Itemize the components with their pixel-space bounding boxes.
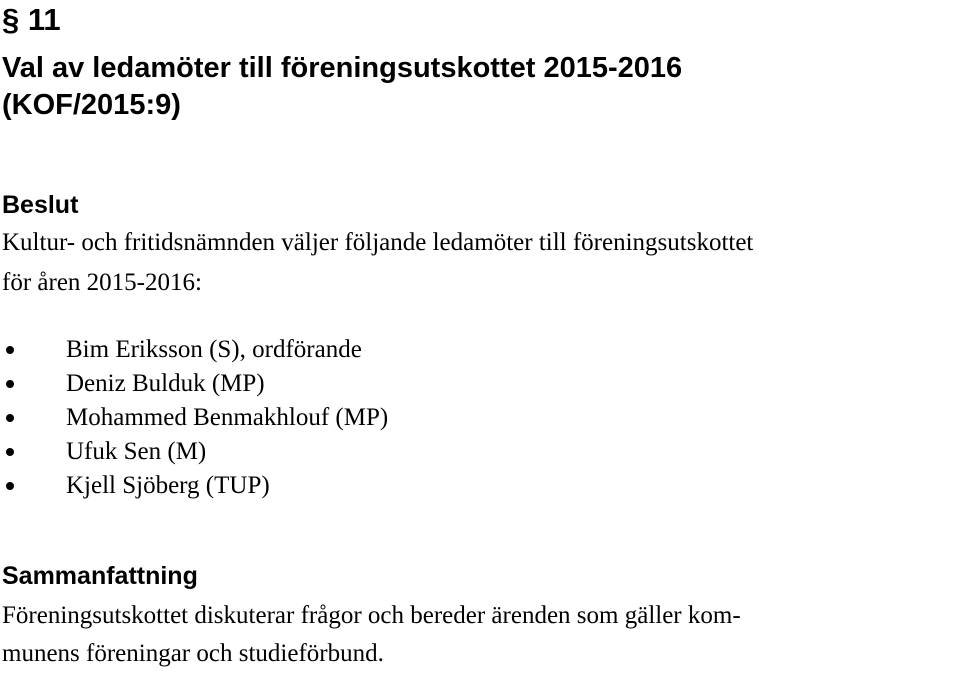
decision-heading: Beslut xyxy=(2,191,79,219)
bullet-icon xyxy=(6,414,14,422)
member-name: Bim Eriksson (S), ordförande xyxy=(66,336,362,363)
page-title-line-1: Val av ledamöter till föreningsutskottet 2015-2016 xyxy=(2,52,683,84)
summary-text-line-1: Föreningsutskottet diskuterar frågor och bereder ärenden som gäller kom- xyxy=(2,602,741,629)
member-name: Ufuk Sen (M) xyxy=(66,438,207,465)
member-name: Mohammed Benmakhlouf (MP) xyxy=(66,404,389,431)
decision-text-line-1: Kultur- och fritidsnämnden väljer följande ledamöter till föreningsutskottet xyxy=(2,229,754,256)
bullet-icon xyxy=(6,346,14,354)
bullet-icon xyxy=(6,380,14,388)
bullet-icon xyxy=(6,448,14,456)
decision-text-line-2: för åren 2015-2016: xyxy=(2,269,202,296)
page-title-line-2: (KOF/2015:9) xyxy=(2,89,181,121)
bullet-icon xyxy=(6,482,14,490)
summary-text-line-2: munens föreningar och studieförbund. xyxy=(2,640,384,667)
member-name: Kjell Sjöberg (TUP) xyxy=(66,472,270,499)
summary-heading: Sammanfattning xyxy=(2,562,198,590)
member-name: Deniz Bulduk (MP) xyxy=(66,370,265,397)
section-number: § 11 xyxy=(2,2,61,37)
